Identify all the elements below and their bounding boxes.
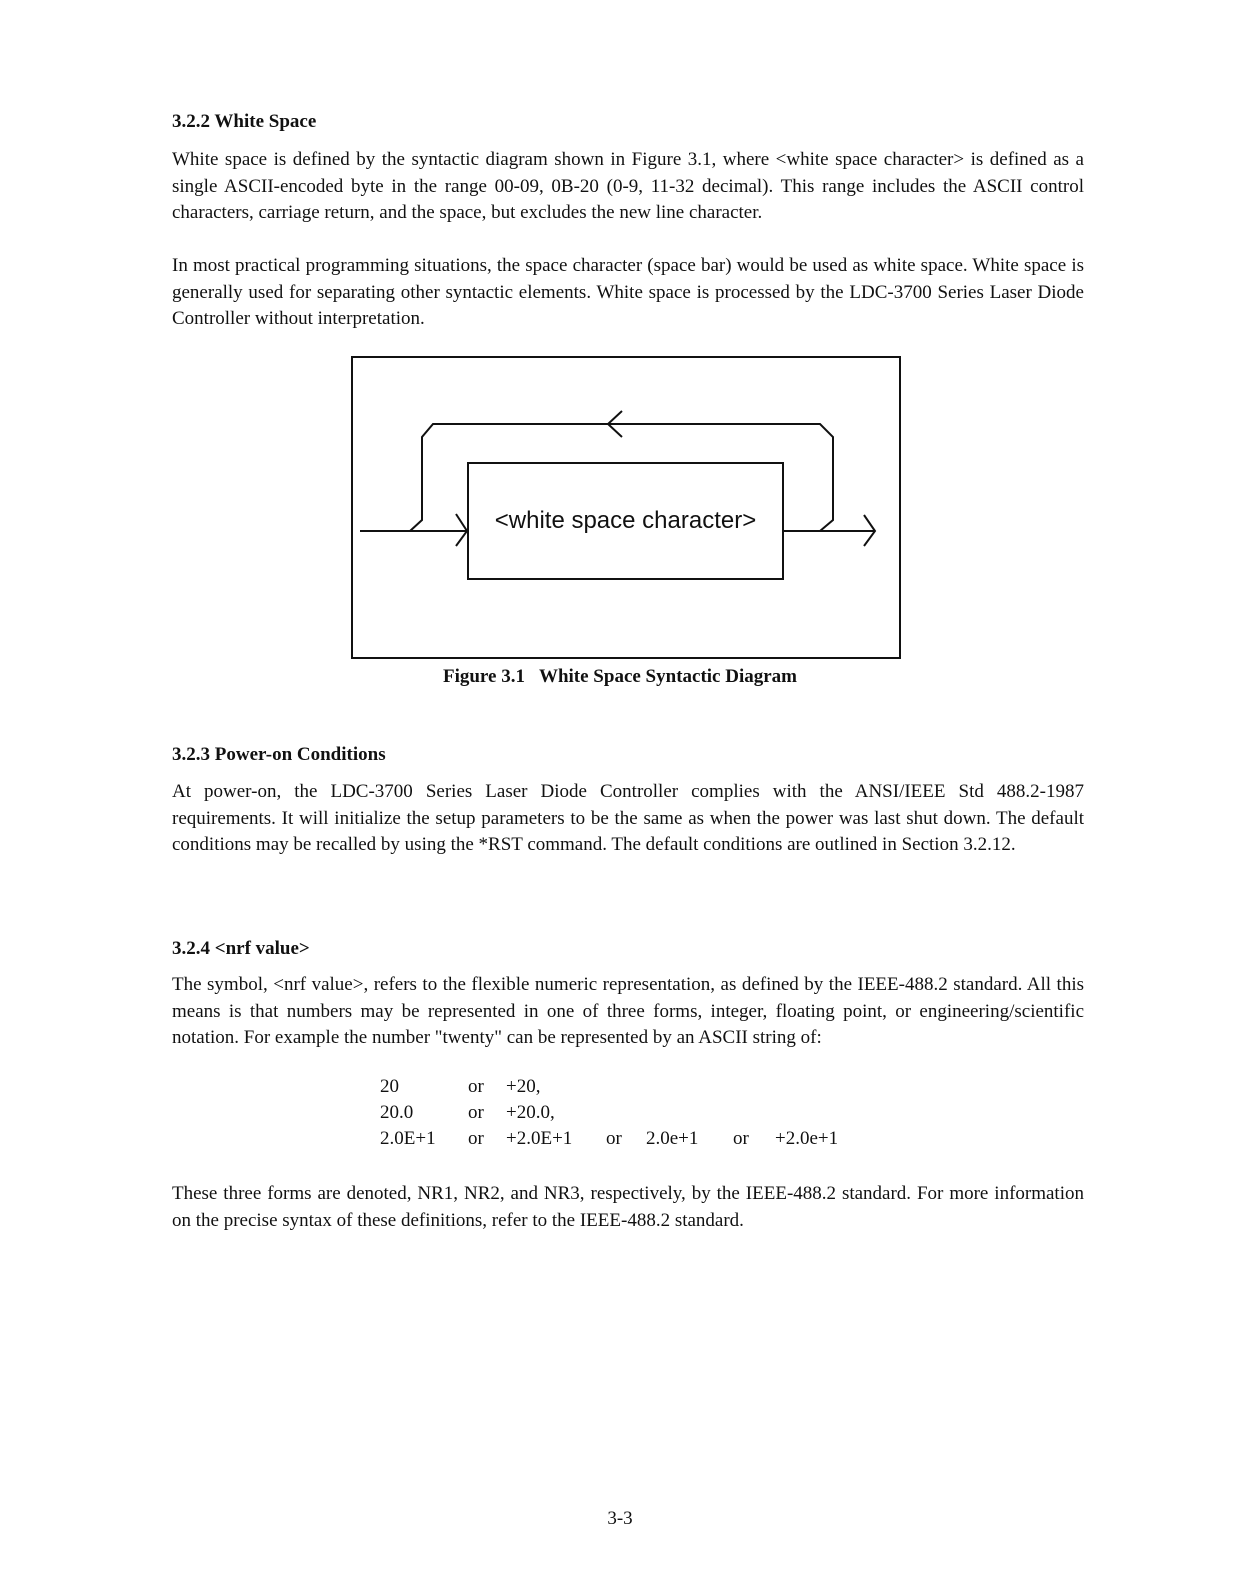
nrf-value-paragraph-1: The symbol, <nrf value>, refers to the flexible numeric representation, as defined by the IEEE-488.2 standard. All this means is that numbers may be represented in one of three forms, integer, floating point, or engineering/scientific notation. For example the number "twenty" can be represented by an ASCII string of: bbox=[172, 974, 1084, 1048]
syntax-diagram bbox=[0, 0, 1240, 700]
section-heading-power-on: 3.2.3 Power-on Conditions bbox=[172, 744, 386, 765]
page-number: 3-3 bbox=[607, 1508, 633, 1529]
figure-caption-title: White Space Syntactic Diagram bbox=[538, 666, 798, 687]
section-heading-nrf-value: 3.2.4 <nrf value> bbox=[172, 938, 310, 959]
power-on-paragraph: At power-on, the LDC-3700 Series Laser Diode Controller complies with the ANSI/IEEE Std 488.2-1987 requirements. It will initialize the setup parameters to be the same as when the power was last shut down. The default conditions may be recalled by using the *RST command. The default conditions are outlined in Section 3.2.12. bbox=[172, 781, 1084, 855]
section-heading-white-space: 3.2.2 White Space bbox=[172, 111, 317, 132]
white-space-paragraph-1: White space is defined by the syntactic diagram shown in Figure 3.1, where <white space character> is defined as a single ASCII-encoded byte in the range 00-09, 0B-20 (0-9, 11-32 decimal). This range includes the ASCII control characters, carriage return, and the space, but excludes the new line character. bbox=[172, 149, 1084, 223]
white-space-character-label: <white space character> bbox=[494, 507, 757, 534]
white-space-paragraph-2: In most practical programming situations, the space character (space bar) would be used as white space. White space is generally used for separating other syntactic elements. White space is processed by the LDC-3700 Series Laser Diode Controller without interpretation. bbox=[172, 255, 1084, 329]
figure-caption bbox=[0, 666, 1240, 688]
nrf-examples-table bbox=[380, 1076, 838, 1154]
nrf-example-row: 20 or +20, bbox=[380, 1076, 541, 1097]
nrf-value-paragraph-2: These three forms are denoted, NR1, NR2, and NR3, respectively, by the IEEE-488.2 standard. For more information on the precise syntax of these definitions, refer to the IEEE-488.2 standard. bbox=[172, 1183, 1084, 1231]
figure-caption-number: Figure 3.1 bbox=[442, 666, 525, 687]
nrf-example-row: 2.0E+1 or +2.0E+1 or 2.0e+1 or +2.0e+1 bbox=[380, 1128, 839, 1149]
nrf-example-row: 20.0 or +20.0, bbox=[380, 1102, 555, 1123]
